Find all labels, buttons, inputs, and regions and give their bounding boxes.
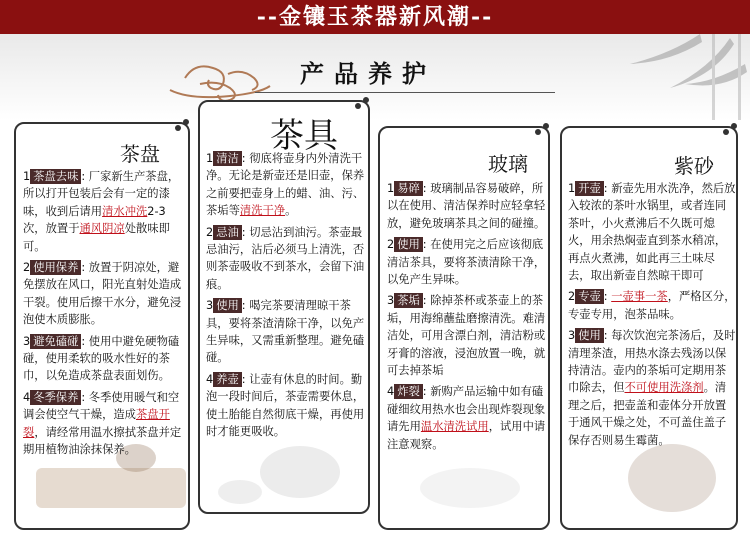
list-item: 2 使用保养 : 放置于阴凉处，避免摆放在风口，阳光直射处造成干裂。使用后擦干水分，避免浸泡使木质膨胀。 bbox=[23, 261, 182, 327]
card-body bbox=[206, 150, 368, 445]
tag-label: 使用 bbox=[575, 328, 604, 343]
tag-label: 冬季保养 bbox=[30, 390, 81, 405]
list-item: 2 专壶 : 一壶事一茶，严格区分，专壶专用，泡茶品味。 bbox=[568, 290, 736, 321]
highlight-text: 清水冲洗 bbox=[102, 204, 148, 218]
tag-label: 专壶 bbox=[575, 289, 604, 304]
tag-label: 忌油 bbox=[213, 225, 242, 240]
list-item: 3 使用 : 喝完茶要清理晾干茶具，要将茶渣清除干净，以免产生异味，又需重新整理。避免磕碰。 bbox=[206, 299, 365, 365]
dots-ornament-icon bbox=[530, 120, 554, 140]
card-title: 茶盘 bbox=[120, 142, 160, 166]
highlight-text: 不可使用洗涤剂 bbox=[624, 381, 704, 395]
card-body bbox=[387, 180, 549, 457]
tag-label: 茶垢 bbox=[394, 293, 423, 308]
tag-label: 使用 bbox=[394, 237, 423, 252]
card-body bbox=[568, 180, 736, 453]
card-chaju bbox=[198, 100, 370, 514]
tag-label: 易碎 bbox=[394, 181, 423, 196]
card-chapan bbox=[14, 122, 190, 530]
list-item: 4 冬季保养 : 冬季使用暖气和空调会使空气干燥，造成茶盘开裂，请经常用温水擦拭茶盘并定期用植物油涂抹保养。 bbox=[23, 390, 182, 457]
highlight-text: 茶盘开裂 bbox=[23, 408, 170, 439]
list-item: 2 使用 : 在使用完之后应该彻底清洁茶具，要将茶渍清除干净，以免产生异味。 bbox=[387, 238, 546, 287]
tag-label: 使用保养 bbox=[30, 260, 81, 275]
dots-ornament-icon bbox=[170, 116, 194, 136]
highlight-text: 清洗干净 bbox=[239, 204, 286, 218]
card-title: 紫砂 bbox=[674, 154, 714, 178]
list-item: 1 茶盘去味 : 厂家新生产茶盘，所以打开包装后会有一定的漆味，收到后请用清水冲洗2-3次，放置于通风阴凉处散味即可。 bbox=[23, 170, 180, 253]
list-item: 4 养壶 : 让壶有休息的时间。勤泡一段时间后，茶壶需要休息，使土胎能自然彻底干燥，再使用时才能更吸收。 bbox=[206, 372, 365, 439]
dots-ornament-icon bbox=[350, 94, 374, 114]
tag-label: 使用 bbox=[213, 298, 242, 313]
card-title: 茶具 bbox=[270, 116, 338, 156]
highlight-text: 温水清洗试用 bbox=[420, 420, 489, 434]
list-item: 3 使用 : 每次饮泡完茶汤后，及时清理茶渣，用热水涤去残汤以保持清洁。壶内的茶垢可定期用茶巾除去，但不可使用洗涤剂。清理之后，把壶盖和壶体分开放置于通风干燥之处，不可盖住盖子保存否则易生霉菌。 bbox=[568, 329, 736, 447]
tag-label: 养壶 bbox=[213, 372, 242, 387]
top-banner: --金镶玉茶器新风潮-- bbox=[0, 0, 750, 34]
tag-label: 茶盘去味 bbox=[30, 169, 81, 184]
list-item: 1 开壶 : 新壶先用水洗净，然后放入较浓的茶叶水锅里，或者连同茶叶，小火煮沸后不久既可熄火，用余热焖壶直到茶水稍凉，再点火煮沸，如此再三土味尽去，取出新壶自然晾干即可 bbox=[568, 182, 736, 283]
tag-label: 清洁 bbox=[213, 151, 242, 166]
list-item: 4 炸裂 : 新购产品运输中如有磕碰细纹用热水也会出现炸裂现象请先用温水清洗试用，试用中请注意观察。 bbox=[387, 385, 546, 451]
highlight-text: 一壶事一茶 bbox=[611, 290, 668, 304]
list-item: 1 清洁 : 彻底将壶身内外清洗干净。无论是新壶还是旧壶，保养之前要把壶身上的蜡、油、污、茶垢等清洗干净。 bbox=[206, 152, 365, 218]
list-item: 3 茶垢 : 除掉茶杯或茶壶上的茶垢，用海绵蘸盐磨擦清洗。难清洁处，可用含漂白剂，清洁粉或牙膏的溶液，浸泡放置一晚，就可去掉茶垢 bbox=[387, 294, 546, 378]
card-zisha bbox=[560, 126, 738, 530]
list-item: 2 忌油 : 切忌沾到油污。茶壶最忌油污，沾后必须马上清洗，否则茶壶吸收不到茶水，会留下油痕。 bbox=[206, 225, 365, 291]
tag-label: 炸裂 bbox=[394, 384, 423, 399]
card-title: 玻璃 bbox=[488, 152, 528, 176]
tag-label: 避免磕碰 bbox=[30, 334, 81, 349]
highlight-text: 通风阴凉 bbox=[79, 222, 125, 236]
card-boli bbox=[378, 126, 550, 530]
card-body bbox=[23, 168, 187, 463]
tag-label: 开壶 bbox=[575, 181, 604, 196]
title-divider bbox=[255, 92, 555, 93]
section-title: 产品养护 bbox=[300, 59, 436, 88]
list-item: 1 易碎 : 玻璃制品容易破碎，所以在使用、清洁保养时应轻拿轻放，避免玻璃茶具之间的碰撞。 bbox=[387, 182, 546, 230]
dots-ornament-icon bbox=[718, 120, 742, 140]
list-item: 3 避免磕碰 : 使用中避免硬物磕碰，使用柔软的吸水性好的茶巾，以免造成茶盘表面划伤。 bbox=[23, 334, 180, 383]
